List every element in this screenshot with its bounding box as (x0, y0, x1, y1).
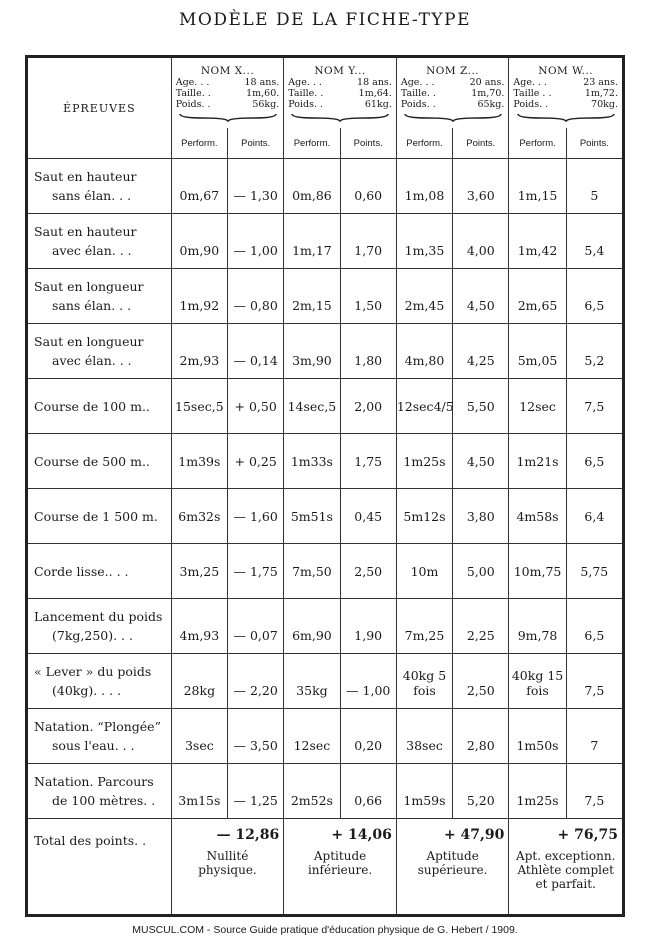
event-label: Course de 500 m.. (27, 434, 172, 489)
performance-cell: 15sec,5 (171, 379, 227, 434)
performance-cell: 3m,90 (284, 324, 340, 379)
event-label: Corde lisse.. . . (27, 544, 172, 599)
points-cell: — 1,00 (228, 214, 284, 269)
points-cell: 6,5 (566, 434, 623, 489)
event-label: Saut en hauteur avec élan. . . (27, 214, 172, 269)
performance-cell: 2m,45 (396, 269, 452, 324)
event-label: Saut en longueur avec élan. . . (27, 324, 172, 379)
perform-header: Perform. (171, 128, 227, 159)
person-name: NOM Z... (426, 65, 480, 77)
performance-cell: 2m52s (284, 764, 340, 819)
person-name: NOM X... (200, 65, 255, 77)
event-label: Course de 1 500 m. (27, 489, 172, 544)
performance-cell: 2m,93 (171, 324, 227, 379)
fiche-type-table (25, 55, 625, 917)
performance-cell: 1m,42 (509, 214, 566, 269)
performance-cell: 40kg 15 fois (509, 654, 566, 709)
performance-cell: 7m,50 (284, 544, 340, 599)
points-cell: — 0,07 (228, 599, 284, 654)
brace-icon (178, 112, 278, 122)
points-cell: 4,50 (453, 269, 509, 324)
event-label: « Lever » du poids (40kg). . . . (27, 654, 172, 709)
event-row (27, 324, 624, 379)
event-label: Saut en longueur sans élan. . . (27, 269, 172, 324)
performance-cell: 1m,17 (284, 214, 340, 269)
page-title: MODÈLE DE LA FICHE-TYPE (178, 10, 471, 30)
total-note: Aptitude supérieure. (417, 849, 488, 877)
performance-cell: 1m59s (396, 764, 452, 819)
performance-cell: 3m,25 (171, 544, 227, 599)
performance-cell: 1m,15 (509, 159, 566, 214)
performance-cell: 38sec (396, 709, 452, 764)
total-label: Total des points. . (27, 819, 172, 916)
points-cell: 7,5 (566, 379, 623, 434)
points-cell: 2,50 (453, 654, 509, 709)
event-row (27, 599, 624, 654)
performance-cell: 1m,08 (396, 159, 452, 214)
performance-cell: 5m12s (396, 489, 452, 544)
performance-cell: 6m,90 (284, 599, 340, 654)
person-card-y: NOM Y... Age. . . 18 ans. Taille. . 1m,64. Poids. . 61kg. (284, 57, 397, 129)
performance-cell: 3m15s (171, 764, 227, 819)
person-name: NOM Y... (314, 65, 366, 77)
points-cell: 7 (566, 709, 623, 764)
performance-cell: 1m33s (284, 434, 340, 489)
event-row (27, 269, 624, 324)
points-cell: 5,2 (566, 324, 623, 379)
performance-cell: 1m25s (509, 764, 566, 819)
performance-cell: 12sec4/5 (396, 379, 452, 434)
event-row (27, 654, 624, 709)
points-cell: 5,50 (453, 379, 509, 434)
points-cell: 3,60 (453, 159, 509, 214)
performance-cell: 4m58s (509, 489, 566, 544)
points-cell: — 2,20 (228, 654, 284, 709)
event-row (27, 764, 624, 819)
event-label: Natation. “Plongée” sous l'eau. . . (27, 709, 172, 764)
points-cell: 5,20 (453, 764, 509, 819)
points-cell: 0,20 (340, 709, 396, 764)
person-card-x: NOM X... Age. . . 18 ans. Taille. . 1m,60. Poids. . 56kg. (171, 57, 284, 129)
event-row (27, 379, 624, 434)
points-cell: 4,00 (453, 214, 509, 269)
points-cell: 7,5 (566, 654, 623, 709)
performance-cell: 10m,75 (509, 544, 566, 599)
points-cell: — 1,25 (228, 764, 284, 819)
points-header: Points. (340, 128, 396, 159)
points-cell: 1,70 (340, 214, 396, 269)
person-name: NOM W... (538, 65, 594, 77)
points-cell: 0,60 (340, 159, 396, 214)
points-cell: + 0,50 (228, 379, 284, 434)
event-label: Natation. Parcours de 100 mètres. . (27, 764, 172, 819)
performance-cell: 1m,92 (171, 269, 227, 324)
performance-cell: 1m21s (509, 434, 566, 489)
event-row (27, 434, 624, 489)
total-cell (284, 819, 397, 916)
performance-cell: 7m,25 (396, 599, 452, 654)
performance-cell: 9m,78 (509, 599, 566, 654)
points-cell: 5,00 (453, 544, 509, 599)
event-row (27, 159, 624, 214)
points-cell: — 1,30 (228, 159, 284, 214)
performance-cell: 40kg 5 fois (396, 654, 452, 709)
points-cell: 4,50 (453, 434, 509, 489)
performance-cell: 0m,67 (171, 159, 227, 214)
points-header: Points. (453, 128, 509, 159)
total-value: + 14,06 (331, 827, 392, 843)
header-row (27, 57, 624, 129)
total-note: Apt. exceptionn. Athlète complet et parfait. (516, 849, 616, 891)
total-note: Nullité physique. (198, 849, 257, 877)
performance-cell: 4m,80 (396, 324, 452, 379)
points-cell: 5,75 (566, 544, 623, 599)
performance-cell: 12sec (509, 379, 566, 434)
points-cell: + 0,25 (228, 434, 284, 489)
points-cell: 2,80 (453, 709, 509, 764)
performance-cell: 0m,86 (284, 159, 340, 214)
performance-cell: 5m,05 (509, 324, 566, 379)
total-value: + 47,90 (443, 827, 505, 843)
brace-icon (516, 112, 616, 122)
points-cell: 1,80 (340, 324, 396, 379)
points-cell: 1,90 (340, 599, 396, 654)
points-cell: 5,4 (566, 214, 623, 269)
total-cell (171, 819, 284, 916)
points-cell: 0,45 (340, 489, 396, 544)
points-cell: — 0,14 (228, 324, 284, 379)
event-label: Lancement du poids (7kg,250). . . (27, 599, 172, 654)
points-cell: 1,75 (340, 434, 396, 489)
total-value: — 12,86 (216, 827, 280, 843)
performance-cell: 2m,65 (509, 269, 566, 324)
points-cell: — 1,75 (228, 544, 284, 599)
event-label: Saut en hauteur sans élan. . . (27, 159, 172, 214)
brace-icon (403, 112, 503, 122)
points-cell: — 0,80 (228, 269, 284, 324)
performance-cell: 35kg (284, 654, 340, 709)
performance-cell: 5m51s (284, 489, 340, 544)
perform-header: Perform. (396, 128, 452, 159)
points-cell: 6,5 (566, 269, 623, 324)
event-label: Course de 100 m.. (27, 379, 172, 434)
perform-header: Perform. (509, 128, 566, 159)
points-cell: 7,5 (566, 764, 623, 819)
points-cell: 1,50 (340, 269, 396, 324)
performance-cell: 1m,35 (396, 214, 452, 269)
performance-cell: 4m,93 (171, 599, 227, 654)
total-row (27, 819, 624, 916)
performance-cell: 1m39s (171, 434, 227, 489)
points-cell: — 1,00 (340, 654, 396, 709)
performance-cell: 2m,15 (284, 269, 340, 324)
points-cell: 0,66 (340, 764, 396, 819)
points-cell: — 3,50 (228, 709, 284, 764)
event-row (27, 544, 624, 599)
total-cell (396, 819, 509, 916)
performance-cell: 1m50s (509, 709, 566, 764)
source-footer: MUSCUL.COM - Source Guide pratique d'éducation physique de G. Hebert / 1909. (132, 924, 518, 936)
performance-cell: 1m25s (396, 434, 452, 489)
points-cell: — 1,60 (228, 489, 284, 544)
points-cell: 5 (566, 159, 623, 214)
performance-cell: 3sec (171, 709, 227, 764)
performance-cell: 12sec (284, 709, 340, 764)
points-cell: 4,25 (453, 324, 509, 379)
total-value: + 76,75 (557, 827, 618, 843)
event-row (27, 489, 624, 544)
performance-cell: 10m (396, 544, 452, 599)
points-cell: 6,5 (566, 599, 623, 654)
points-header: Points. (566, 128, 623, 159)
total-note: Aptitude inférieure. (307, 849, 373, 877)
person-card-z: NOM Z... Age. . . 20 ans. Taille. . 1m,70. Poids. . 65kg. (396, 57, 509, 129)
person-card-w: NOM W... Age. . . 23 ans. Taille . . 1m,72. Poids. . 70kg. (509, 57, 624, 129)
points-cell: 2,00 (340, 379, 396, 434)
points-cell: 6,4 (566, 489, 623, 544)
points-cell: 2,25 (453, 599, 509, 654)
brace-icon (290, 112, 390, 122)
perform-header: Perform. (284, 128, 340, 159)
performance-cell: 14sec,5 (284, 379, 340, 434)
performance-cell: 6m32s (171, 489, 227, 544)
event-row (27, 214, 624, 269)
performance-cell: 28kg (171, 654, 227, 709)
points-cell: 2,50 (340, 544, 396, 599)
event-row (27, 709, 624, 764)
epreuves-header: ÉPREUVES (27, 57, 172, 159)
points-cell: 3,80 (453, 489, 509, 544)
total-cell (509, 819, 624, 916)
points-header: Points. (228, 128, 284, 159)
performance-cell: 0m,90 (171, 214, 227, 269)
